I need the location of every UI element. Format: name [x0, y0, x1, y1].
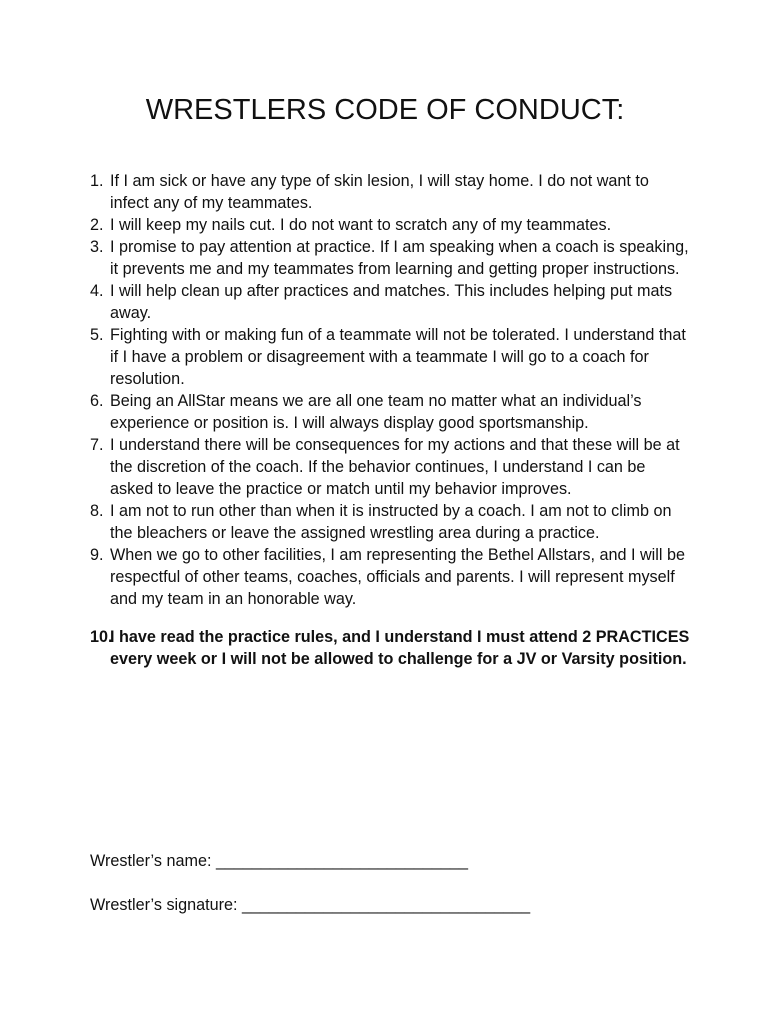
rule-text: Being an AllStar means we are all one team no matter what an individual’s experience or position is. I will always display good sportsmanship.: [110, 392, 642, 432]
wrestler-signature-line[interactable]: Wrestler’s signature: ________________________________: [90, 896, 531, 914]
rule-number: 8.: [90, 502, 104, 520]
rule-item-1: [90, 170, 690, 214]
rule-item-2: [90, 214, 690, 236]
rule-text: I promise to pay attention at practice. If I am speaking when a coach is speaking, it prevents me and my teammates from learning and getting proper instructions.: [110, 238, 689, 278]
rule-text: I understand there will be consequences for my actions and that these will be at the discretion of the coach. If the behavior continues, I understand I can be asked to leave the practice or match until my behavior improves.: [110, 436, 680, 498]
rule-item-9: [90, 544, 690, 610]
rule-item-10: [90, 626, 690, 670]
rule-item-8: [90, 500, 690, 544]
rule-item-3: [90, 236, 690, 280]
rule-number: 1.: [90, 172, 104, 190]
rule-number: 3.: [90, 238, 104, 256]
signature-block: [90, 850, 690, 916]
rule-text: I will help clean up after practices and matches. This includes helping put mats away.: [110, 282, 673, 322]
page-title: WRESTLERS CODE OF CONDUCT:: [145, 94, 625, 126]
rule-item-7: [90, 434, 690, 500]
rule-number: 6.: [90, 392, 104, 410]
rule-item-6: [90, 390, 690, 434]
rule-number: 7.: [90, 436, 104, 454]
rule-number: 2.: [90, 216, 104, 234]
rule-text: I will keep my nails cut. I do not want to scratch any of my teammates.: [110, 216, 612, 234]
rule-item-4: [90, 280, 690, 324]
rule-number: 4.: [90, 282, 104, 300]
rule-number: 5.: [90, 326, 104, 344]
rule-text: If I am sick or have any type of skin lesion, I will stay home. I do not want to infect any of my teammates.: [110, 172, 649, 212]
rule-text: I am not to run other than when it is instructed by a coach. I am not to climb on the bleachers or leave the assigned wrestling area during a practice.: [110, 502, 672, 542]
rule-item-5: [90, 324, 690, 390]
rule-text: Fighting with or making fun of a teammate will not be tolerated. I understand that if I have a problem or disagreement with a teammate I will go to a coach for resolution.: [110, 326, 686, 388]
rule-text: I have read the practice rules, and I understand I must attend 2 PRACTICES every week or I will not be allowed to challenge for a JV or Varsity position.: [110, 628, 690, 668]
wrestler-name-line[interactable]: Wrestler’s name: ____________________________: [90, 852, 469, 870]
rule-number: 9.: [90, 546, 104, 564]
rule-number: 10.: [90, 628, 113, 646]
rule-text: When we go to other facilities, I am representing the Bethel Allstars, and I will be respectful of other teams, coaches, officials and parents. I will represent myself and my team in an honorable way.: [110, 546, 685, 608]
rules-list: [90, 170, 690, 670]
